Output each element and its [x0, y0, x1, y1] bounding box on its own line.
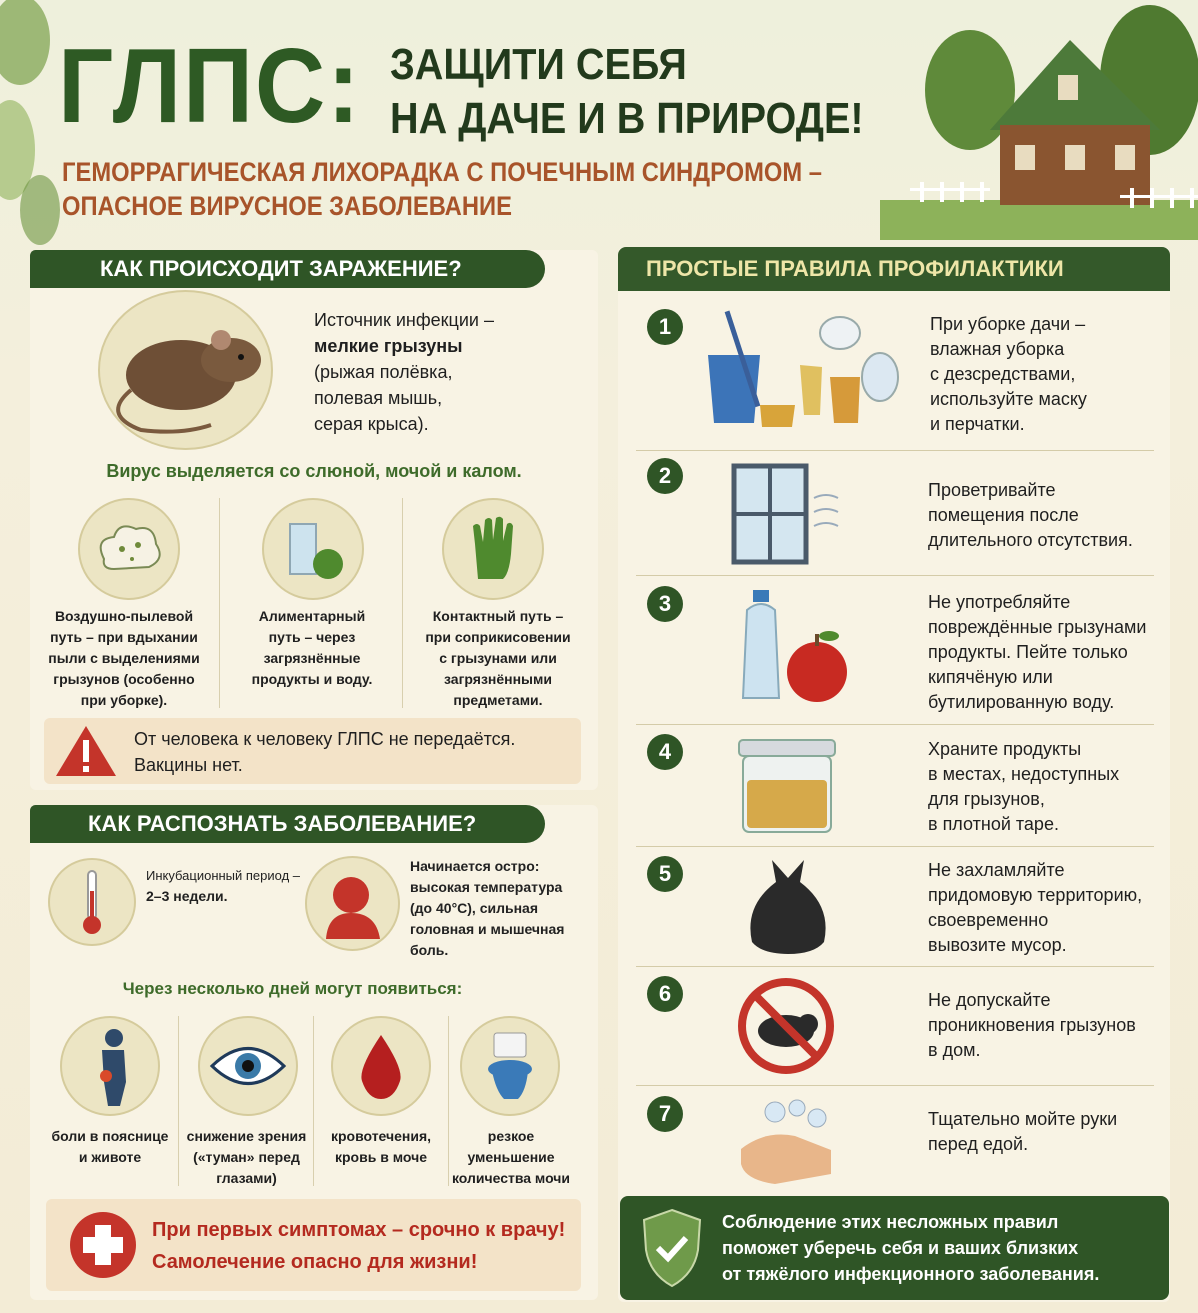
dust-cloud-icon: [78, 498, 180, 600]
symptom-urine-line-1: резкое: [487, 1128, 535, 1144]
headache-icon: [305, 856, 400, 951]
onset-line-3: (до 40°С), сильная: [410, 900, 539, 916]
symptom-divider-2: [313, 1016, 314, 1186]
route-contact-line-1: Контактный путь –: [432, 608, 564, 624]
rule-5-line-4: вывозите мусор.: [928, 935, 1067, 955]
route-airborne-line-4: грызунов (особенно: [53, 671, 195, 687]
prevention-heading: ПРОСТЫЕ ПРАВИЛА ПРОФИЛАКТИКИ: [618, 247, 1170, 291]
later-symptoms-note: Через несколько дней могут появиться:: [122, 979, 463, 998]
rule-text-3: [928, 590, 1146, 715]
bottle-apple-icon: [735, 588, 855, 708]
rule-number-2: 2: [647, 458, 683, 494]
rule-7-line-1: Тщательно мойте руки: [928, 1109, 1118, 1129]
alert-line-2: Самолечение опасно для жизни!: [152, 1251, 478, 1273]
rule-divider-1: [636, 450, 1154, 451]
rule-2-line-3: длительного отсутствия.: [928, 530, 1133, 550]
rule-3-line-2: повреждённые грызунами: [928, 617, 1147, 637]
onset-line-1: Начинается остро:: [410, 858, 540, 874]
rule-6-line-2: проникновения грызунов: [928, 1015, 1136, 1035]
symptom-urine: [448, 1126, 574, 1189]
garbage-bag-icon: [742, 856, 834, 956]
glove-icon: [442, 498, 544, 600]
route-divider-1: [219, 498, 220, 708]
rule-3-line-3: продукты. Пейте только: [928, 642, 1128, 662]
rule-text-5: [928, 858, 1142, 958]
route-contact-line-5: предметами.: [453, 692, 543, 708]
rule-number-6: 6: [647, 976, 683, 1012]
water-apple-icon: [262, 498, 364, 600]
source-line-4: полевая мышь,: [314, 388, 443, 408]
rule-7-line-2: перед едой.: [928, 1134, 1029, 1154]
incubation-line-2: 2–3 недели.: [146, 888, 228, 904]
rule-5-line-2: придомовую территорию,: [928, 885, 1143, 905]
symptom-vision-line-1: снижение зрения: [186, 1128, 307, 1144]
rule-5-line-1: Не захламляйте: [928, 860, 1065, 880]
rodent-icon: [98, 290, 273, 450]
eye-icon: [198, 1016, 298, 1116]
blood-drop-icon: [331, 1016, 431, 1116]
alert-text: [152, 1214, 565, 1278]
no-rodent-icon: [736, 976, 836, 1076]
symptom-bleeding-line-1: кровотечения,: [330, 1128, 432, 1144]
toilet-icon: [460, 1016, 560, 1116]
rule-1-line-4: используйте маску: [930, 389, 1087, 409]
rule-2-line-1: Проветривайте: [928, 480, 1056, 500]
rule-3-line-5: бутилированную воду.: [928, 692, 1115, 712]
rule-number-3: 3: [647, 586, 683, 622]
route-alimentary-line-1: Алиментарный: [258, 608, 366, 624]
route-airborne-line-2: путь – при вдыхании: [50, 629, 198, 645]
rule-6-line-3: в дом.: [928, 1040, 981, 1060]
rule-text-1: [930, 312, 1087, 437]
title-line-1: ЗАЩИТИ СЕБЯ: [390, 40, 687, 89]
cleaning-supplies-icon: [700, 305, 905, 435]
route-airborne: [38, 606, 210, 711]
rule-1-line-1: При уборке дачи –: [930, 314, 1086, 334]
symptom-bleeding: [316, 1126, 446, 1168]
rule-3-line-1: Не употребляйте: [928, 592, 1071, 612]
route-alimentary: [226, 606, 398, 690]
thermometer-icon: [48, 858, 136, 946]
route-divider-2: [402, 498, 403, 708]
back-pain-icon: [60, 1016, 160, 1116]
symptom-vision-line-3: глазами): [216, 1170, 277, 1186]
route-airborne-line-5: при уборке).: [80, 692, 168, 708]
rule-number-5: 5: [647, 856, 683, 892]
route-contact-line-3: с грызунами или: [439, 650, 557, 666]
rule-4-line-2: в местах, недоступных: [928, 764, 1120, 784]
route-alimentary-line-4: продукты и воду.: [251, 671, 373, 687]
onset-line-2: высокая температура: [410, 879, 563, 895]
rule-number-4: 4: [647, 734, 683, 770]
title-line-2: НА ДАЧЕ И В ПРИРОДЕ!: [390, 94, 864, 143]
route-contact-line-2: при соприкисовении: [425, 629, 571, 645]
symptom-vision-line-2: («туман» перед: [193, 1149, 300, 1165]
food-container-icon: [735, 736, 840, 836]
open-window-icon: [730, 462, 845, 567]
footer-line-3: от тяжёлого инфекционного заболевания.: [722, 1264, 1100, 1284]
infection-source: [314, 307, 574, 437]
onset-text: [410, 856, 564, 961]
subtitle: [62, 155, 822, 223]
rule-text-6: [928, 988, 1136, 1063]
symptom-urine-line-3: количества мочи: [451, 1170, 571, 1186]
rule-1-line-2: влажная уборка: [930, 339, 1065, 359]
source-bold: мелкие грызуны: [314, 336, 463, 356]
route-airborne-line-3: пыли с выделениями: [48, 650, 200, 666]
subtitle-line-2: ОПАСНОЕ ВИРУСНОЕ ЗАБОЛЕВАНИЕ: [62, 191, 512, 221]
country-house-illustration: [880, 0, 1198, 240]
symptom-back-pain-line-1: боли в пояснице: [51, 1128, 169, 1144]
symptom-vision: [180, 1126, 313, 1189]
rule-4-line-3: для грызунов,: [928, 789, 1045, 809]
footer-text: [722, 1209, 1099, 1287]
footer-line-1: Соблюдение этих несложных правил: [722, 1212, 1059, 1232]
rule-text-7: [928, 1107, 1117, 1157]
rule-1-line-3: с дезсредствами,: [930, 364, 1076, 384]
rule-1-line-5: и перчатки.: [930, 414, 1025, 434]
rule-divider-5: [636, 966, 1154, 967]
infection-heading: КАК ПРОИСХОДИТ ЗАРАЖЕНИЕ?: [30, 250, 545, 288]
warning-line-2: Вакцины нет.: [134, 755, 243, 775]
incubation-text: [146, 865, 300, 907]
rule-2-line-2: помещения после: [928, 505, 1079, 525]
rule-number-1: 1: [647, 309, 683, 345]
main-title: [390, 38, 864, 146]
rule-text-2: [928, 478, 1133, 553]
rule-4-line-1: Храните продукты: [928, 739, 1082, 759]
route-contact: [408, 606, 588, 711]
recognize-heading: КАК РАСПОЗНАТЬ ЗАБОЛЕВАНИЕ?: [30, 805, 545, 843]
source-line-1: Источник инфекции –: [314, 310, 494, 330]
rule-divider-2: [636, 575, 1154, 576]
route-alimentary-line-3: загрязнённые: [263, 650, 361, 666]
rule-divider-3: [636, 724, 1154, 725]
rule-5-line-3: своевременно: [928, 910, 1049, 930]
shield-check-icon: [640, 1208, 704, 1288]
incubation-line-1: Инкубационный период –: [146, 868, 301, 883]
medical-cross-icon: [68, 1210, 138, 1280]
subtitle-line-1: ГЕМОРРАГИЧЕСКАЯ ЛИХОРАДКА С ПОЧЕЧНЫМ СИНДРОМОМ –: [62, 157, 822, 187]
symptom-back-pain: [45, 1126, 175, 1168]
warning-text: [134, 726, 515, 778]
rule-4-line-4: в плотной таре.: [928, 814, 1059, 834]
source-line-3: (рыжая полёвка,: [314, 362, 453, 382]
route-contact-line-4: загрязнёнными: [444, 671, 552, 687]
source-line-5: серая крыса).: [314, 414, 429, 434]
route-alimentary-line-2: путь – через: [268, 629, 356, 645]
warning-line-1: От человека к человеку ГЛПС не передаётся.: [134, 729, 516, 749]
route-airborne-line-1: Воздушно-пылевой: [54, 608, 194, 624]
symptom-urine-line-2: уменьшение: [467, 1149, 555, 1165]
rule-3-line-4: кипячёную или: [928, 667, 1053, 687]
rule-number-7: 7: [647, 1096, 683, 1132]
onset-line-5: боль.: [410, 942, 449, 958]
onset-line-4: головная и мышечная: [410, 921, 565, 937]
symptom-back-pain-line-2: и животе: [78, 1149, 142, 1165]
alert-line-1: При первых симптомах – срочно к врачу!: [152, 1219, 566, 1241]
footer-line-2: поможет уберечь себя и ваших близких: [722, 1238, 1079, 1258]
big-title: ГЛПС:: [58, 27, 362, 145]
rule-divider-4: [636, 846, 1154, 847]
rule-divider-6: [636, 1085, 1154, 1086]
symptom-divider-1: [178, 1016, 179, 1186]
hand-washing-icon: [735, 1094, 840, 1189]
symptom-bleeding-line-2: кровь в моче: [335, 1149, 427, 1165]
rule-text-4: [928, 737, 1119, 837]
virus-note: Вирус выделяется со слюной, мочой и калом.: [106, 461, 522, 481]
warning-icon: [54, 722, 118, 778]
rule-6-line-1: Не допускайте: [928, 990, 1051, 1010]
